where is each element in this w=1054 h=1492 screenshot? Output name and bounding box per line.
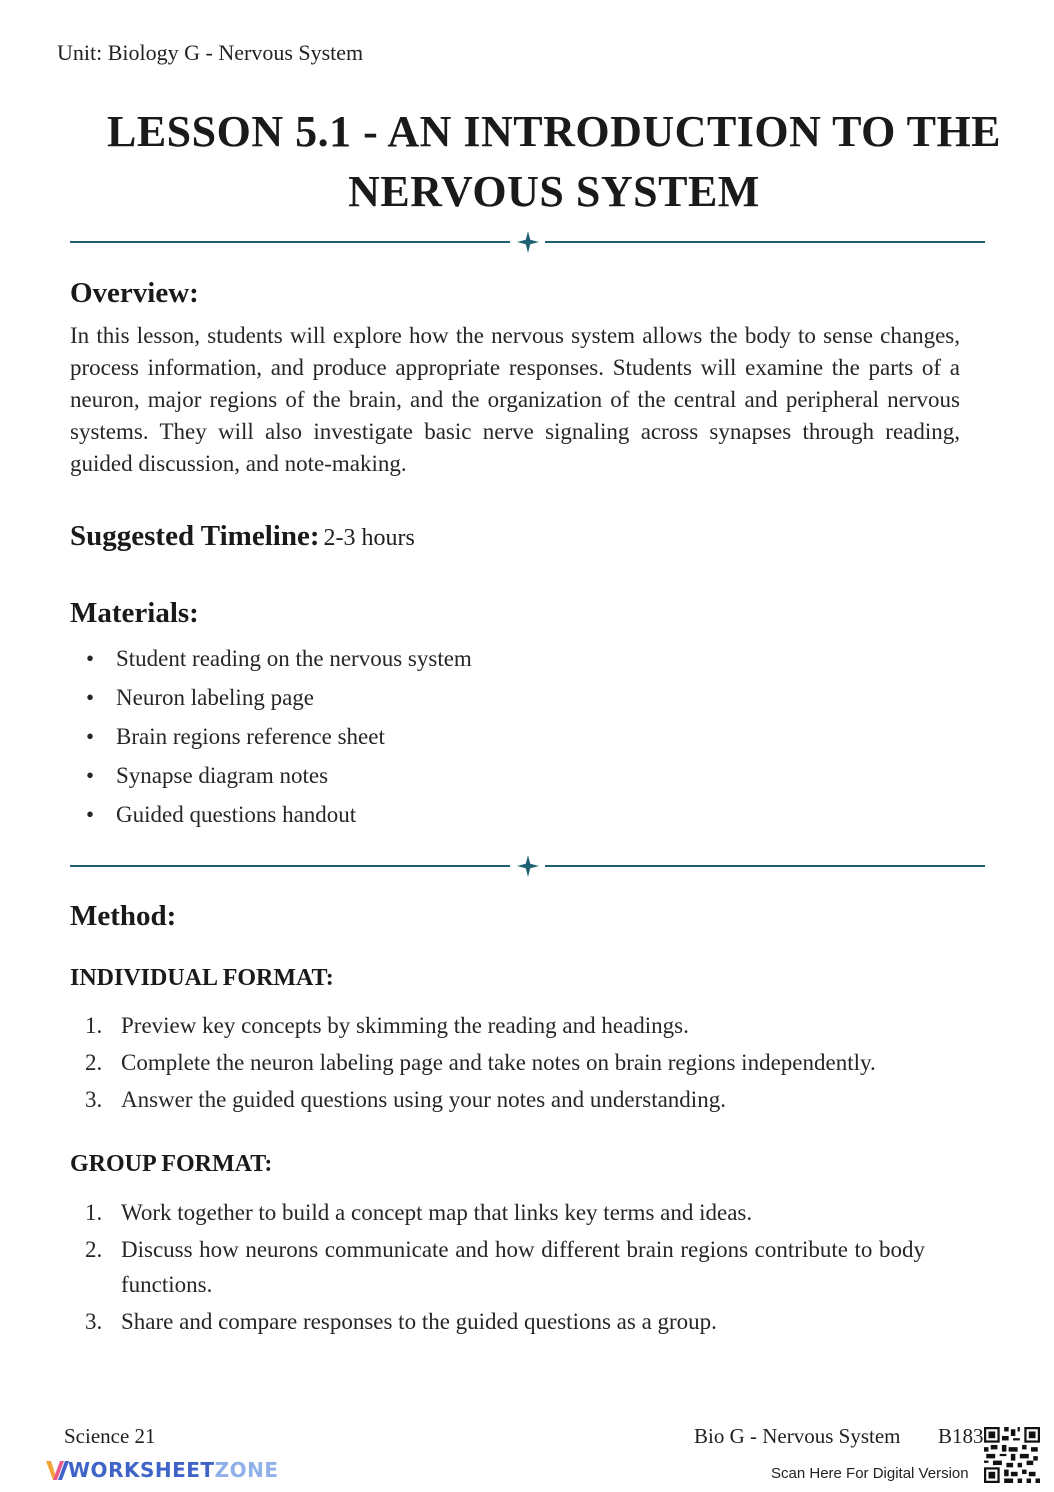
lesson-title: LESSON 5.1 - AN INTRODUCTION TO THE NERVOUS SYSTEM [106,107,1002,216]
materials-heading: Materials: [70,597,199,629]
list-item: 3. Share and compare responses to the guided questions as a group. [85,1309,717,1334]
footer-subject: Science 21 [64,1424,156,1448]
group-steps [85,1195,925,1341]
method-heading: Method: [70,900,177,932]
timeline-heading: Suggested Timeline: [70,520,320,552]
list-item: 3. Answer the guided questions using your notes and understanding. [85,1087,726,1112]
overview-text: In this lesson, students will explore how the nervous system allows the body to sense changes, process information, and produce appropriate responses. Students will examine the parts of a neuron, major regions of the brain, and the organization of the central and peripheral nervous systems. They will also investigate basic nerve signaling across synapses through reading, guided discussion, and note-making. [70,323,960,476]
list-item: • Student reading on the nervous system [86,646,472,671]
materials-list [86,641,472,836]
section-divider [70,855,985,877]
timeline-value: 2-3 hours [323,525,415,551]
group-format-heading: GROUP FORMAT: [70,1151,273,1177]
list-item: • Neuron labeling page [86,685,314,710]
timeline [70,520,415,553]
unit-label: Unit: Biology G - Nervous System [57,40,364,65]
list-item: • Synapse diagram notes [86,763,329,788]
brand-logo: WORKSHEETZONE [68,1458,279,1482]
list-item: 2. Complete the neuron labeling page and take notes on brain regions independently. [85,1050,876,1075]
qr-code-icon[interactable] [984,1427,1040,1483]
list-item: • Brain regions reference sheet [86,724,385,749]
four-point-star-icon [517,231,539,253]
list-item: 1. Work together to build a concept map that links key terms and ideas. [85,1200,753,1225]
individual-steps [85,1008,925,1119]
section-divider [70,231,985,253]
individual-format-heading: INDIVIDUAL FORMAT: [70,965,334,991]
footer-code: B183 [938,1424,984,1448]
overview-heading: Overview: [70,277,199,309]
list-item: 2. Discuss how neurons communicate and how different brain regions contribute to body functions. [85,1237,925,1297]
list-item: 1. Preview key concepts by skimming the reading and headings. [85,1013,689,1038]
four-point-star-icon [517,855,539,877]
scan-instruction: Scan Here For Digital Version [771,1465,969,1482]
list-item: • Guided questions handout [86,802,357,827]
footer-topic: Bio G - Nervous System [694,1424,901,1448]
